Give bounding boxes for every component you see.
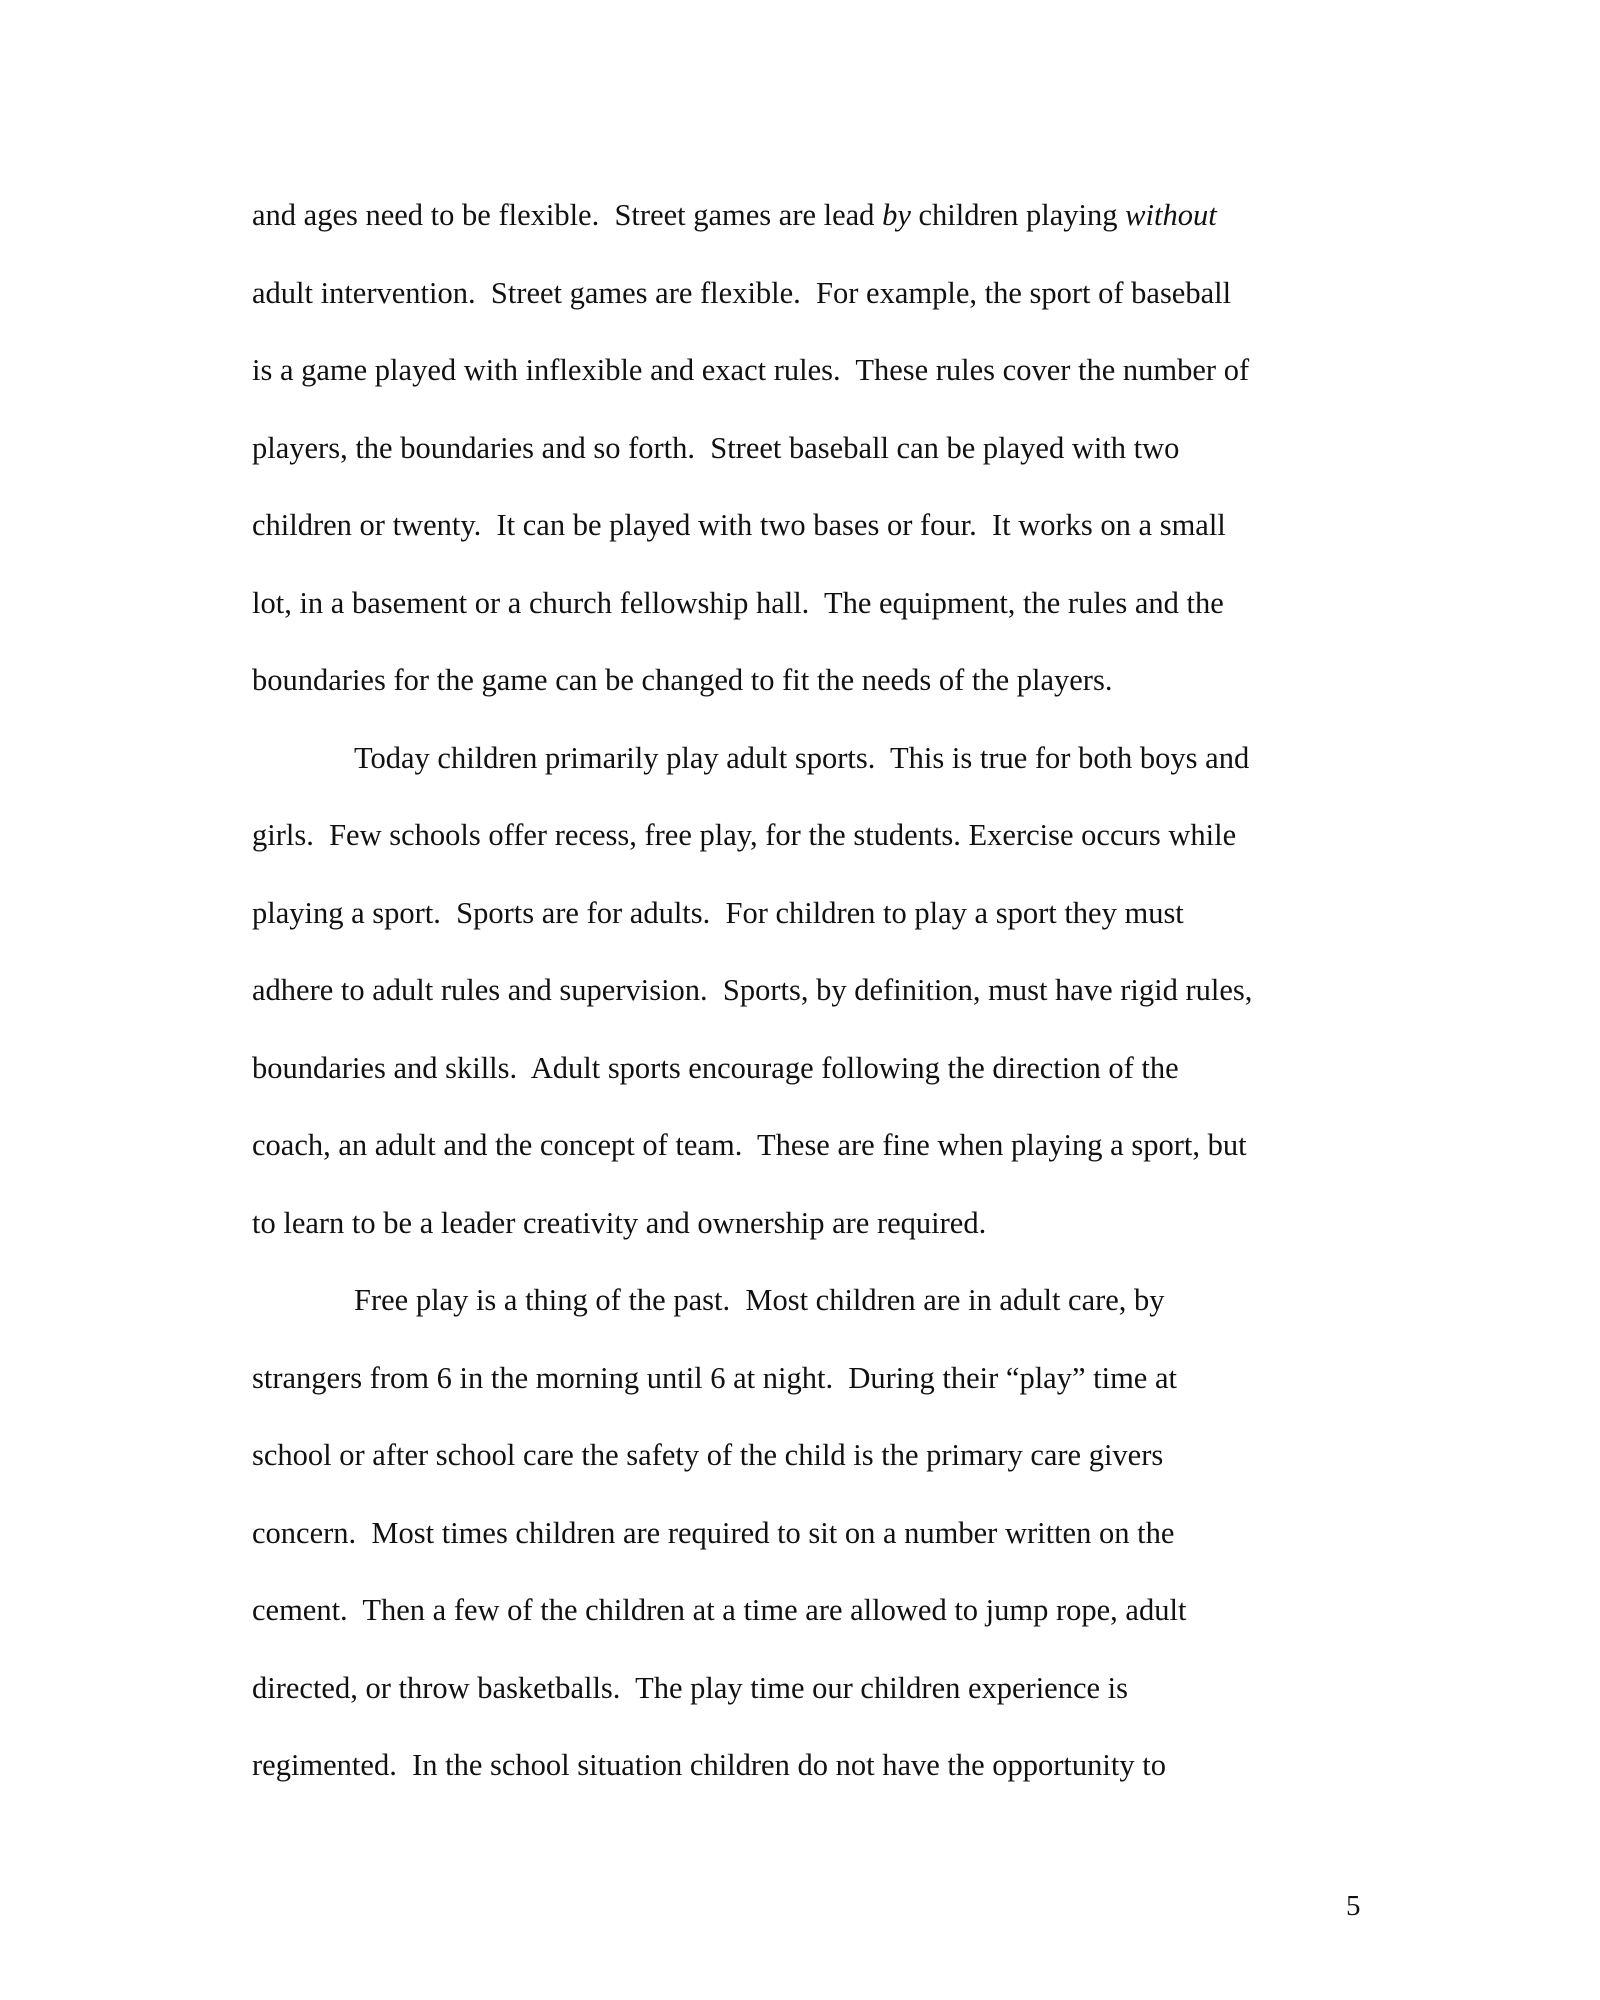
text-line: to learn to be a leader creativity and ownership are required. [252,1205,987,1240]
italic-word: by [882,198,911,232]
text-line: playing a sport. Sports are for adults. For children to play a sport they must [252,895,1184,930]
text-line: regimented. In the school situation children do not have the opportunity to [252,1748,1166,1782]
text-segment: and ages need to be flexible. Street games are lead [252,198,883,232]
text-line: children or twenty. It can be played with two bases or four. It works on a small [252,508,1226,542]
text-line: coach, an adult and the concept of team. These are fine when playing a sport, but [252,1128,1247,1162]
text-line: adhere to adult rules and supervision. Sports, by definition, must have rigid rules, [252,973,1253,1007]
text-line: boundaries for the game can be changed to fit the needs of the players. [252,663,1113,697]
text-line: is a game played with inflexible and exact rules. These rules cover the number of [252,353,1250,387]
paragraph-first-line: Today children primarily play adult sports. This is true for both boys and [354,740,1250,775]
page-number: 5 [1346,1890,1361,1922]
text-line: concern. Most times children are required to sit on a number written on the [252,1515,1175,1550]
text-line: girls. Few schools offer recess, free play, for the students. Exercise occurs while [252,818,1237,852]
text-line [252,195,1217,235]
italic-word: without [1125,198,1217,232]
paragraph-first-line: Free play is a thing of the past. Most children are in adult care, by [354,1283,1165,1317]
text-line: boundaries and skills. Adult sports encourage following the direction of the [252,1050,1179,1085]
text-line: directed, or throw basketballs. The play time our children experience is [252,1670,1129,1705]
text-line: adult intervention. Street games are flexible. For example, the sport of baseball [252,275,1232,310]
text-line: players, the boundaries and so forth. Street baseball can be played with two [252,430,1180,465]
text-line: strangers from 6 in the morning until 6 at night. During their “play” time at [252,1360,1177,1395]
text-line: school or after school care the safety of the child is the primary care givers [252,1438,1164,1472]
text-line: lot, in a basement or a church fellowship hall. The equipment, the rules and the [252,585,1224,620]
text-line: cement. Then a few of the children at a time are allowed to jump rope, adult [252,1593,1187,1627]
text-segment: children playing [910,198,1126,232]
